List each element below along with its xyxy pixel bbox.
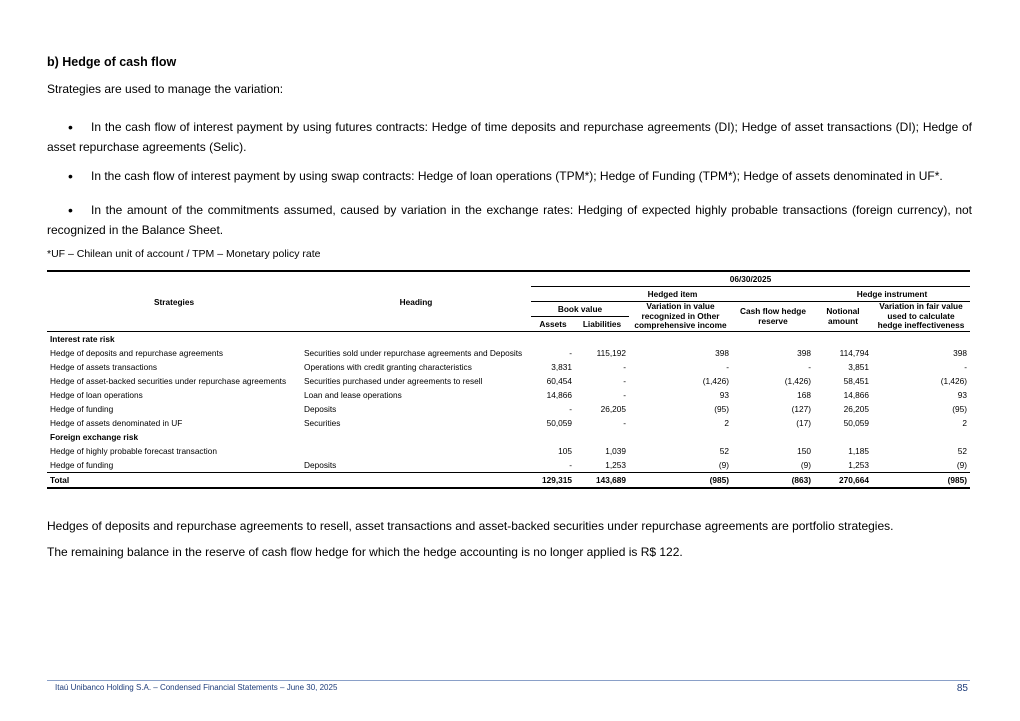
header-heading: Heading [399,296,433,307]
table-row [47,444,970,458]
header-hedged-item: Hedged item [531,287,814,302]
cell-strategy: Hedge of funding [50,460,114,470]
cell-assets: 129,315 [531,473,575,489]
cell-strategy: Hedge of highly probable forecast transaction [50,446,217,456]
cell-liabilities: - [623,390,626,400]
header-cash-flow-reserve: Cash flow hedge reserve [732,302,814,332]
cell-notional: 114,794 [839,348,869,358]
header-liabilities: Liabilities [575,317,629,332]
bullet-dot: • [68,202,73,218]
table-row [47,374,970,388]
cell-heading: Loan and lease operations [304,390,402,400]
cell-oci: - [726,362,729,372]
cell-fair: (1,426) [940,376,967,386]
section-row [47,332,970,347]
cell-oci: 93 [719,390,729,400]
hedge-table [47,270,970,489]
header-assets: Assets [531,317,575,332]
bullet-dot: • [68,168,73,184]
bullet-item [47,117,972,157]
cell-heading: Deposits [304,404,337,414]
cell-liabilities: - [623,376,626,386]
cell-oci: (985) [629,473,732,489]
section-foreign-exchange-risk: Foreign exchange risk [50,432,139,442]
cell-oci: 52 [719,446,729,456]
cell-heading: Deposits [304,460,337,470]
cell-strategy: Hedge of deposits and repurchase agreements [50,348,223,358]
cell-assets: - [569,404,572,414]
cell-reserve: 398 [797,348,811,358]
cell-fair: 398 [953,348,967,358]
footer-divider [47,680,970,681]
cell-notional: 1,185 [848,446,869,456]
cell-assets: 60,454 [546,376,572,386]
cell-heading: Operations with credit granting characteristics [304,362,472,372]
footnote: *UF – Chilean unit of account / TPM – Monetary policy rate [47,248,321,260]
header-hedge-instrument: Hedge instrument [814,287,970,302]
table-row [47,346,970,360]
cell-fair: (95) [952,404,967,414]
cell-assets: 50,059 [546,418,572,428]
table-row [47,402,970,416]
header-book-value: Book value [531,302,629,317]
bullet-item [47,200,972,240]
cell-liabilities: 1,039 [605,446,626,456]
table-row [47,416,970,430]
section-title: b) Hedge of cash flow [47,55,177,69]
cell-oci: (9) [718,460,729,470]
bullet-item [47,166,972,186]
cell-strategy: Hedge of funding [50,404,114,414]
cell-notional: 50,059 [843,418,869,428]
cell-fair: (985) [872,473,970,489]
header-date: 06/30/2025 [729,274,772,284]
cell-assets: - [569,348,572,358]
cell-notional: 26,205 [843,404,869,414]
cell-reserve: 168 [797,390,811,400]
cell-heading [301,444,531,458]
table-row [47,388,970,402]
cell-strategy: Hedge of assets denominated in UF [50,418,183,428]
cell-total-label: Total [47,473,531,489]
cell-reserve: 150 [797,446,811,456]
cell-liabilities: - [623,362,626,372]
footer-text: Itaú Unibanco Holding S.A. – Condensed Financial Statements – June 30, 2025 [55,683,338,692]
cell-heading: Securities sold under repurchase agreements and Deposits [304,348,523,358]
paragraph-remaining-balance: The remaining balance in the reserve of cash flow hedge for which the hedge accounting is no longer applied is R$ 122. [47,545,683,559]
cell-oci: (1,426) [702,376,729,386]
cell-reserve: (863) [732,473,814,489]
cell-heading: Securities purchased under agreements to resell [304,376,483,386]
cell-notional: 14,866 [843,390,869,400]
bullet-text: In the cash flow of interest payment by using futures contracts: Hedge of time deposits and repurchase agreements (DI); Hedge of asset transactions (DI); Hedge of asset repurchase agreements (Selic). [47,120,972,154]
total-row [47,473,970,489]
header-variation-oci: Variation in value recognized in Other comprehensive income [629,302,732,332]
cell-heading: Securities [304,418,341,428]
cell-liabilities: 1,253 [605,460,626,470]
header-notional: Notional amount [814,302,872,332]
page-number: 85 [956,683,968,694]
intro-text: Strategies are used to manage the variation: [47,82,284,96]
paragraph-portfolio: Hedges of deposits and repurchase agreements to resell, asset transactions and asset-backed securities under repurchase agreements are portfolio strategies. [47,519,894,533]
cell-oci: 2 [724,418,729,428]
table-row [47,360,970,374]
cell-fair: - [964,362,967,372]
cell-fair: 52 [957,446,967,456]
cell-oci: 398 [715,348,729,358]
cell-liabilities: 115,192 [596,348,626,358]
bullet-text: In the amount of the commitments assumed, caused by variation in the exchange rates: Hedging of expected highly probable transactions (foreign currency), not recognized in the Balance Sheet. [47,203,972,237]
cell-fair: (9) [956,460,967,470]
cell-assets: 105 [558,446,572,456]
section-row [47,430,970,444]
cell-notional: 3,851 [848,362,869,372]
cell-oci: (95) [714,404,729,414]
cell-strategy: Hedge of loan operations [50,390,143,400]
cell-notional: 58,451 [843,376,869,386]
cell-liabilities: - [623,418,626,428]
cell-liabilities: 143,689 [575,473,629,489]
cell-reserve: (127) [791,404,811,414]
table-row [47,458,970,473]
cell-reserve: (17) [796,418,811,428]
cell-reserve: (1,426) [784,376,811,386]
cell-fair: 2 [962,418,967,428]
header-strategies: Strategies [153,296,195,307]
cell-reserve: (9) [800,460,811,470]
cell-assets: 3,831 [551,362,572,372]
section-interest-rate-risk: Interest rate risk [50,334,115,344]
bullet-dot: • [68,119,73,135]
cell-strategy: Hedge of asset-backed securities under repurchase agreements [50,376,287,386]
bullet-text: In the cash flow of interest payment by using swap contracts: Hedge of loan operations (TPM*); Hedge of Funding (TPM*); Hedge of assets denominated in UF*. [91,169,943,183]
cell-notional: 270,664 [814,473,872,489]
cell-reserve: - [808,362,811,372]
cell-liabilities: 26,205 [600,404,626,414]
cell-assets: - [569,460,572,470]
cell-notional: 1,253 [848,460,869,470]
header-variation-fair: Variation in fair value used to calculate hedge ineffectiveness [872,302,970,332]
cell-strategy: Hedge of assets transactions [50,362,157,372]
cell-fair: 93 [957,390,967,400]
cell-assets: 14,866 [546,390,572,400]
